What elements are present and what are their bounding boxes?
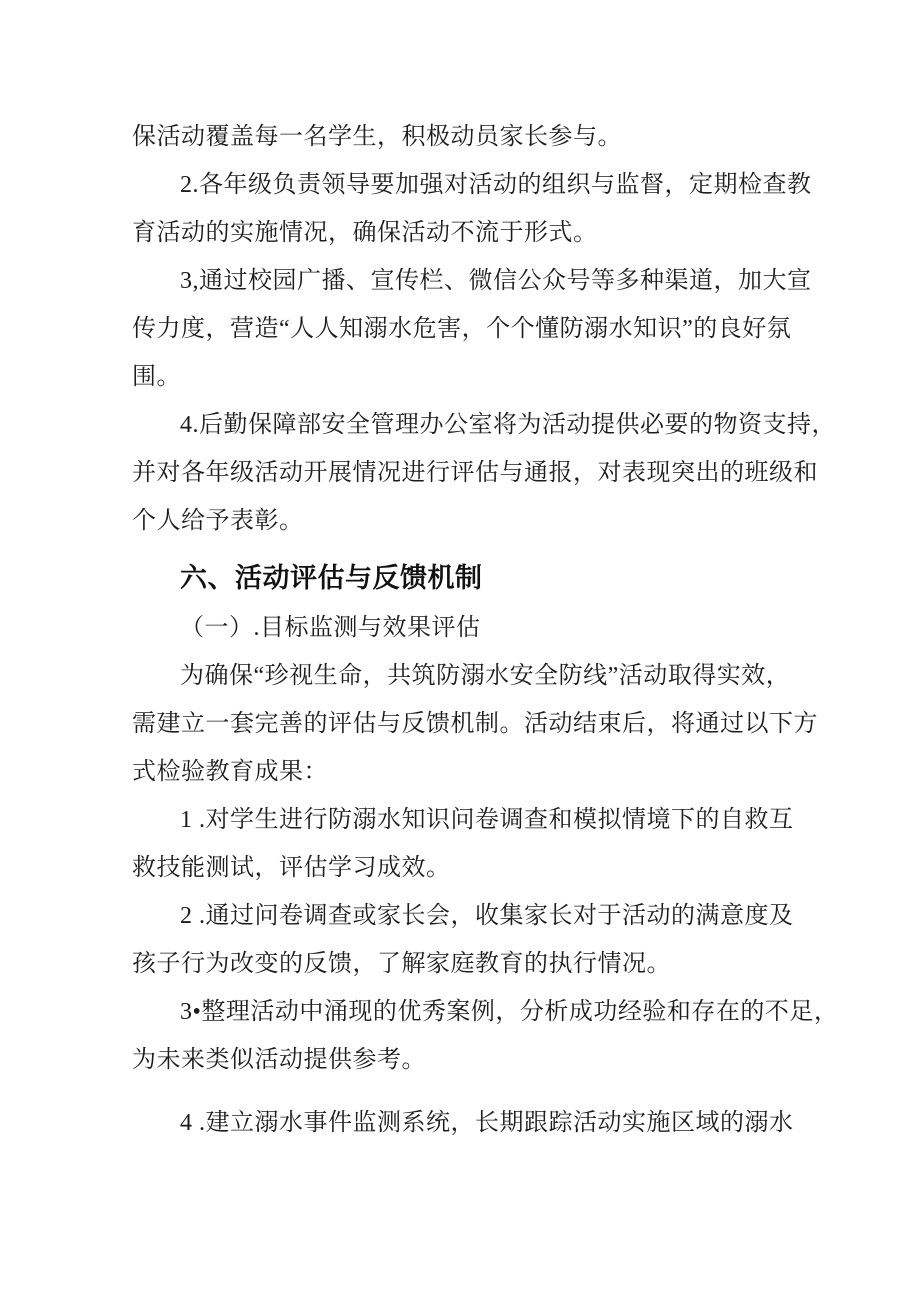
paragraph-line: 2 .通过问卷调查或家长会，收集家长对于活动的满意度及 <box>180 903 794 929</box>
paragraph-line: 4 .建立溺水事件监测系统，长期跟踪活动实施区域的溺水 <box>180 1110 794 1136</box>
paragraph-line: 传力度，营造“人人知溺水危害，个个懂防溺水知识”的良好氛 <box>132 316 792 342</box>
paragraph-line: 3,通过校园广播、宣传栏、微信公众号等多种渠道，加大宣 <box>180 268 812 294</box>
paragraph-line: 3•整理活动中涌现的优秀案例，分析成功经验和存在的不足， <box>180 999 839 1025</box>
subsection-heading: （一）.目标监测与效果评估 <box>180 615 481 641</box>
paragraph-line: 需建立一套完善的评估与反馈机制。活动结束后，将通过以下方 <box>132 711 818 737</box>
paragraph-line: 孩子行为改变的反馈，了解家庭教育的执行情况。 <box>132 951 671 977</box>
paragraph-line: 个人给予表彰。 <box>132 508 304 534</box>
paragraph-line: 围。 <box>132 364 181 390</box>
paragraph-line: 1 .对学生进行防溺水知识问卷调查和模拟情境下的自救互 <box>180 807 794 833</box>
paragraph-line: 救技能测试，评估学习成效。 <box>132 855 451 881</box>
paragraph-line: 育活动的实施情况，确保活动不流于形式。 <box>132 220 598 246</box>
paragraph-line: 保活动覆盖每一名学生，积极动员家长参与。 <box>132 124 622 150</box>
document-text-block <box>132 113 839 1147</box>
paragraph-line: 为未来类似活动提供参考。 <box>132 1047 426 1073</box>
paragraph-line: 式检验教育成果： <box>132 759 328 785</box>
paragraph-line: 4.后勤保障部安全管理办公室将为活动提供必要的物资支持， <box>180 412 836 438</box>
paragraph-line: 为确保“珍视生命，共筑防溺水安全防线”活动取得实效， <box>180 663 791 689</box>
paragraph-line: 并对各年级活动开展情况进行评估与通报，对表现突出的班级和 <box>132 460 818 486</box>
section-heading: 六、活动评估与反馈机制 <box>180 563 483 593</box>
paragraph-line: 2.各年级负责领导要加强对活动的组织与监督，定期检查教 <box>180 172 812 198</box>
